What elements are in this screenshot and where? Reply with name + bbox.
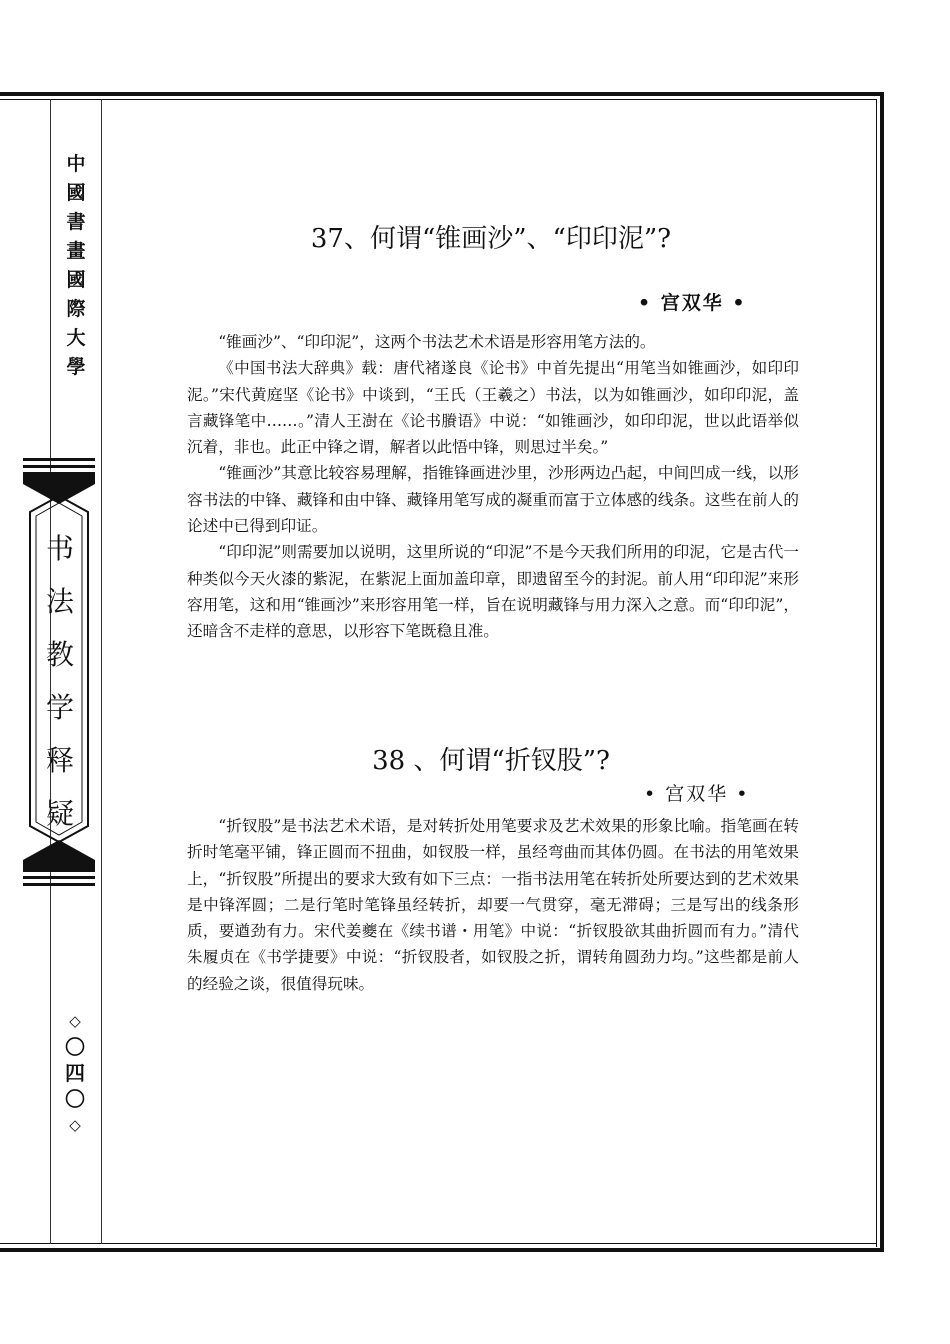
- sidebar-char: 書: [66, 211, 86, 233]
- page-number-char: 〇: [65, 1035, 85, 1059]
- frame-top-inner-border: [0, 99, 877, 100]
- article-37-paragraph: 《中国书法大辞典》载：唐代褚遂良《论书》中首先提出“用笔当如锥画沙，如印印泥。”宋代黄庭坚《论书》中谈到，“王氏（王羲之）书法，以为如锥画沙，如印印泥，盖言藏锋笔中……。”清人王澍在《论书賸语》中说：“如锥画沙，如印印泥，世以此语举似沉着，非也。此正中锋之谓，解者以此悟中锋，则思过半矣。”: [187, 359, 799, 457]
- book-title-char: 释: [45, 744, 74, 777]
- book-title-char: 教: [45, 638, 74, 671]
- sidebar-char: 大: [66, 327, 86, 349]
- article-37-paragraph: “锥画沙”、“印印泥”，这两个书法艺术术语是形容用笔方法的。: [218, 333, 656, 351]
- sidebar-char: 國: [66, 269, 86, 291]
- article-38-body: [187, 813, 799, 997]
- sidebar-char: 際: [66, 298, 86, 320]
- frame-top-border: [0, 92, 884, 96]
- page-number-char: ◇: [69, 1116, 81, 1134]
- page-number: [52, 1008, 98, 1138]
- book-title-char: 疑: [45, 797, 74, 830]
- article-37-body: [187, 329, 799, 645]
- frame-right-inner-border: [876, 99, 877, 1247]
- article-37-byline: • 宫双华 •: [638, 292, 747, 314]
- article-37-paragraph: “印印泥”则需要加以说明，这里所说的“印泥”不是今天我们所用的印泥，它是古代一种类似今天火漆的紫泥，在紫泥上面加盖印章，即遗留至今的封泥。前人用“印印泥”来形容用笔，这和用“锥画沙”来形容用笔一样，旨在说明藏锋与用力深入之意。而“印印泥”，还暗含不走样的意思，以形容下笔既稳且准。: [187, 543, 799, 641]
- article-38-title: 38 、何谓“折钗股”?: [372, 746, 610, 776]
- book-title-char: 书: [45, 532, 74, 565]
- article-38-byline: • 宫双华 •: [644, 783, 750, 805]
- page-number-char: 〇: [65, 1087, 85, 1111]
- book-title-char: 学: [45, 691, 74, 724]
- frame-bottom-inner-border: [0, 1243, 877, 1244]
- page-number-char: ◇: [69, 1012, 81, 1030]
- book-title-char: 法: [45, 585, 74, 618]
- frame-bottom-border: [0, 1248, 884, 1252]
- frame-right-border: [880, 92, 884, 1252]
- sidebar-char: 畫: [66, 240, 86, 262]
- sidebar-book-title: [17, 522, 103, 840]
- article-38-paragraph: “折钗股”是书法艺术术语，是对转折处用笔要求及艺术效果的形象比喻。指笔画在转折时笔毫平铺，锋正圆而不扭曲，如钗股一样，虽经弯曲而其体仍圆。在书法的用笔效果上，“折钗股”所提出的要求大致有如下三点：一指书法用笔在转折处所要达到的艺术效果是中锋浑圆；二是行笔时笔锋虽经转折，却要一气贯穿，毫无滞碍；三是写出的线条形质，要遒劲有力。宋代姜夔在《续书谱・用笔》中说：“折钗股欲其曲折圆而有力。”清代朱履贞在《书学捷要》中说：“折钗股者，如钗股之折，谓转角圆劲力均。”这些都是前人的经验之谈，很值得玩味。: [187, 817, 799, 993]
- article-37-title: 37、何谓“锥画沙”、“印印泥”?: [310, 224, 672, 254]
- sidebar-university-name: [50, 150, 102, 382]
- article-37-paragraph: “锥画沙”其意比较容易理解，指锥锋画进沙里，沙形两边凸起，中间凹成一线，以形容书法的中锋、藏锋和由中锋、藏锋用笔写成的凝重而富于立体感的线条。这些在前人的论述中已得到印证。: [187, 464, 799, 536]
- sidebar-char: 國: [66, 182, 86, 204]
- sidebar-char: 中: [66, 153, 86, 175]
- sidebar-char: 學: [66, 356, 86, 378]
- page-number-char: 四: [65, 1061, 85, 1085]
